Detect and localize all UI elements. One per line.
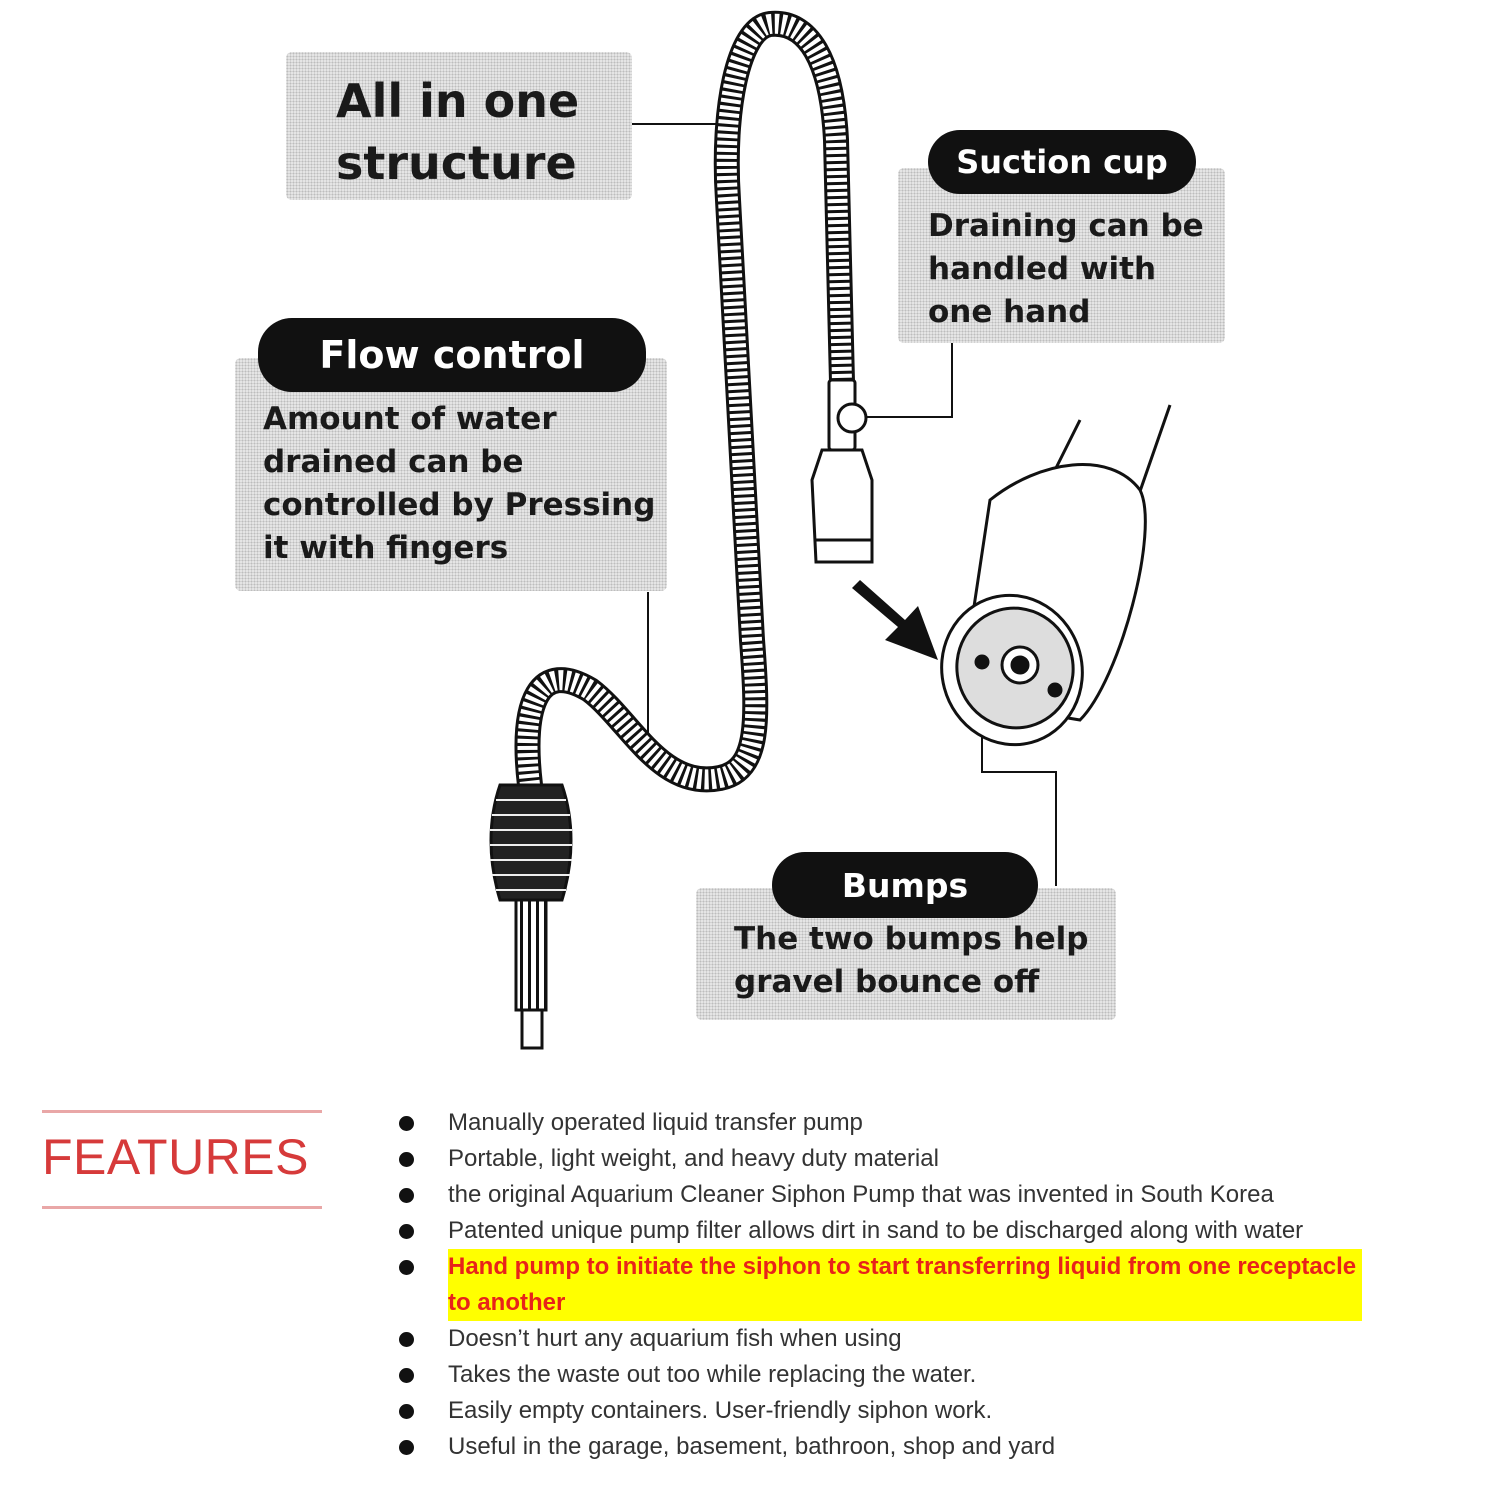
flow-control-label: Flow control [258,318,646,392]
bullet-icon [399,1404,414,1419]
feature-item [396,1213,1362,1249]
feature-text: the original Aquarium Cleaner Siphon Pump that was invented in South Korea [448,1181,1274,1208]
feature-text-highlighted: Hand pump to initiate the siphon to start transferring liquid from one receptacle to another [448,1249,1362,1321]
feature-item [396,1393,1362,1429]
feature-text: Doesn’t hurt any aquarium fish when using [448,1325,902,1352]
flow-control-text: Amount of water drained can be controlled by Pressing it with fingers [263,401,656,566]
suction-cup-text: Draining can be handled with one hand [928,208,1204,330]
bumps-label: Bumps [772,852,1038,918]
bullet-icon [399,1152,414,1167]
bullet-icon [399,1332,414,1347]
feature-item-highlighted [396,1249,1362,1321]
feature-text: Takes the waste out too while replacing the water. [448,1361,977,1388]
feature-text: Easily empty containers. User-friendly siphon work. [448,1397,993,1424]
zoom-arrow [852,580,938,660]
suction-cup-label: Suction cup [928,130,1196,194]
feature-item [396,1321,1362,1357]
feature-text: Portable, light weight, and heavy duty material [448,1145,939,1172]
feature-item [396,1357,1362,1393]
rigid-tube [812,380,872,562]
bullet-icon [399,1224,414,1239]
bulb-pump [490,785,572,1048]
features-rule-bottom [42,1206,322,1209]
nozzle-zoom [925,405,1170,761]
feature-item [396,1177,1362,1213]
bumps-text: The two bumps help gravel bounce off [734,921,1089,1000]
bullet-icon [399,1440,414,1455]
features-list [396,1105,1362,1465]
feature-text: Useful in the garage, basement, bathroon, shop and yard [448,1433,1056,1460]
bullet-icon [399,1188,414,1203]
structure-callout-text: All in one structure [336,74,580,190]
bullet-icon [399,1116,414,1131]
feature-item [396,1429,1362,1465]
feature-text: Manually operated liquid transfer pump [448,1109,863,1136]
features-title: FEATURES [42,1129,309,1185]
feature-item [396,1141,1362,1177]
feature-item [396,1105,1362,1141]
bullet-icon [399,1260,414,1275]
features-rule-top [42,1110,322,1113]
feature-text: Patented unique pump filter allows dirt in sand to be discharged along with water [448,1217,1304,1244]
bullet-icon [399,1368,414,1383]
